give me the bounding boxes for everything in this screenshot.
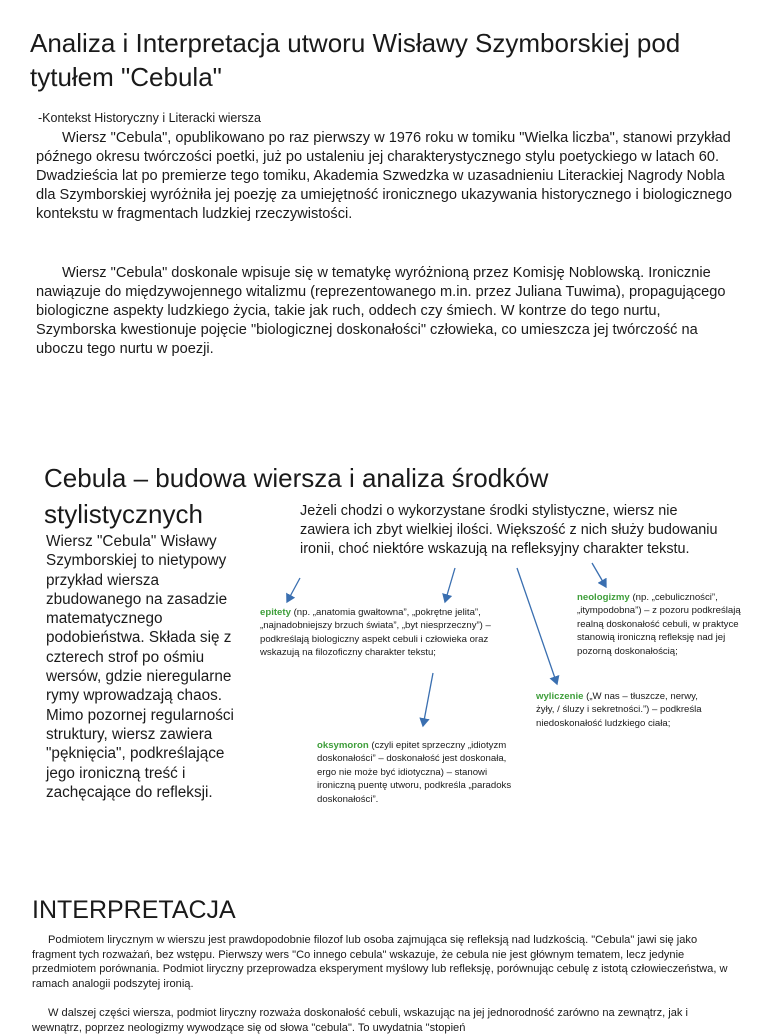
context-paragraph-2 <box>36 264 736 359</box>
context-paragraph-1-text: Wiersz "Cebula", opublikowano po raz pierwszy w 1976 roku w tomiku "Wielka liczba", stanowi przykład późnego okresu twórczości poetki, już po ustaleniu jej charakterystycznego stylu poetyckiego w latach 60. Dwadzieścia lat po premierze tego tomiku, Akademia Szwedzka w uzasadnieniu Literackiej Nagrody Nobla dla Szymborskiej wyróżniła jej poezję za umiejętność ironicznego ukazywania historycznego i biologicznego kontekstu w fragmentach ludzkiej rzeczywistości. <box>36 130 732 222</box>
context-paragraph-2-text: Wiersz "Cebula" doskonale wpisuje się w tematykę wyróżnioną przez Komisję Noblowską. Ironicznie nawiązuje do międzywojennego witalizmu (reprezentowanego m.in. przez Juliana Tuwima), propagującego biologiczne aspekty ludzkiego życia, takie jak ruch, oddech czy śmiech. W kontrze do tego nurtu, Szymborska kwestionuje pojęcie "biologicznej doskonałości" człowieka, co umieszcza jej twórczość na uboczu tego nurtu w poezji. <box>36 265 726 357</box>
interpretation-body <box>32 933 732 1036</box>
arrow-to-oksymoron <box>423 673 433 726</box>
note-neologizmy <box>577 591 749 658</box>
context-subheading: -Kontekst Historyczny i Literacki wiersza <box>38 111 261 125</box>
note-epitety-keyword: epitety <box>260 607 291 618</box>
interpretation-paragraph-1: Podmiotem lirycznym w wierszu jest prawdopodobnie filozof lub osoba zajmująca się refleksją nad ludzkością. "Cebula" jawi się jako fragment tych rozważań, bez wstępu. Pierwszy wers "Co innego cebula" wskazuje, że cebula nie jest głównym tematem, lecz jedynie przedmiotem porównania. Podmiot liryczny przeprowadza eksperyment myślowy lub refleksję, porównując cebulę z istotą człowieczeństwa, w ramach analogii podszytej ironią. <box>32 934 728 990</box>
note-wyliczenie-keyword: wyliczenie <box>536 691 584 702</box>
arrow-to-wyliczenie <box>517 568 557 684</box>
structure-description: Wiersz "Cebula" Wisławy Szymborskiej to nietypowy przykład wiersza zbudowanego na zasadzie matematycznego podobieństwa. Składa się z czterech strof po ośmiu wersów, gdzie nieregularne rymy wprowadzają chaos. Mimo pozornej regularności struktury, wiersz zawiera "pęknięcia", podkreślające jego ironiczną treść i zachęcające do refleksji. <box>46 533 234 801</box>
arrow-to-epitety <box>287 578 300 602</box>
note-wyliczenie-text: („W nas – tłuszcze, nerwy, żyły, / śluzy i sekretności.”) – podkreśla niedoskonałość ludzkiego ciała; <box>536 691 702 729</box>
note-epitety-text: (np. „anatomia gwałtowna”, „pokrętne jelita”, „najnadobniejszy brzuch świata”, „byt niesprzeczny”) – podkreślają biologiczny aspekt cebuli i człowieka oraz wskazują na filozoficzny charakter tekstu; <box>260 607 491 659</box>
context-paragraph-1 <box>36 129 736 224</box>
page-title: Analiza i Interpretacja utworu Wisławy Szymborskiej pod tytułem "Cebula" <box>30 28 681 92</box>
stylistic-intro: Jeżeli chodzi o wykorzystane środki stylistyczne, wiersz nie zawiera ich zbyt wielkiej ilości. Większość z nich służy budowaniu ironii, choć niektóre wskazują na refleksyjny charakter tekstu. <box>300 503 718 557</box>
note-wyliczenie <box>536 690 716 730</box>
arrow-to-epitety-2 <box>445 568 455 602</box>
interpretation-paragraph-2: W dalszej części wiersza, podmiot liryczny rozważa doskonałość cebuli, wskazując na jej jednorodność zarówno na zewnątrz, jak i wewnątrz, poprzez neologizmy wywodzące się od słowa "cebula". To uwydatnia "stopień <box>32 1007 689 1034</box>
note-oksymoron-text: (czyli epitet sprzeczny „idiotyzm doskonałości” – doskonałość jest doskonała, ergo nie może być idiotyczna) – stanowi ironiczną puentę utworu, podkreśla „paradoks doskonałości”. <box>317 740 512 805</box>
structure-title: Cebula – budowa wiersza i analiza środków stylistycznych <box>44 463 549 529</box>
interpretation-title: INTERPRETACJA <box>32 896 236 924</box>
note-neologizmy-keyword: neologizmy <box>577 592 630 603</box>
note-epitety <box>260 606 500 660</box>
note-oksymoron <box>317 739 515 806</box>
note-oksymoron-keyword: oksymoron <box>317 740 369 751</box>
arrow-to-neologizmy <box>592 563 606 587</box>
note-neologizmy-text: (np. „cebuliczności”, „itympodobna”) – z pozoru podkreślają realną doskonałość cebuli, w praktyce stanowią ironiczną refleksję nad jej pozorną doskonałością; <box>577 592 741 657</box>
